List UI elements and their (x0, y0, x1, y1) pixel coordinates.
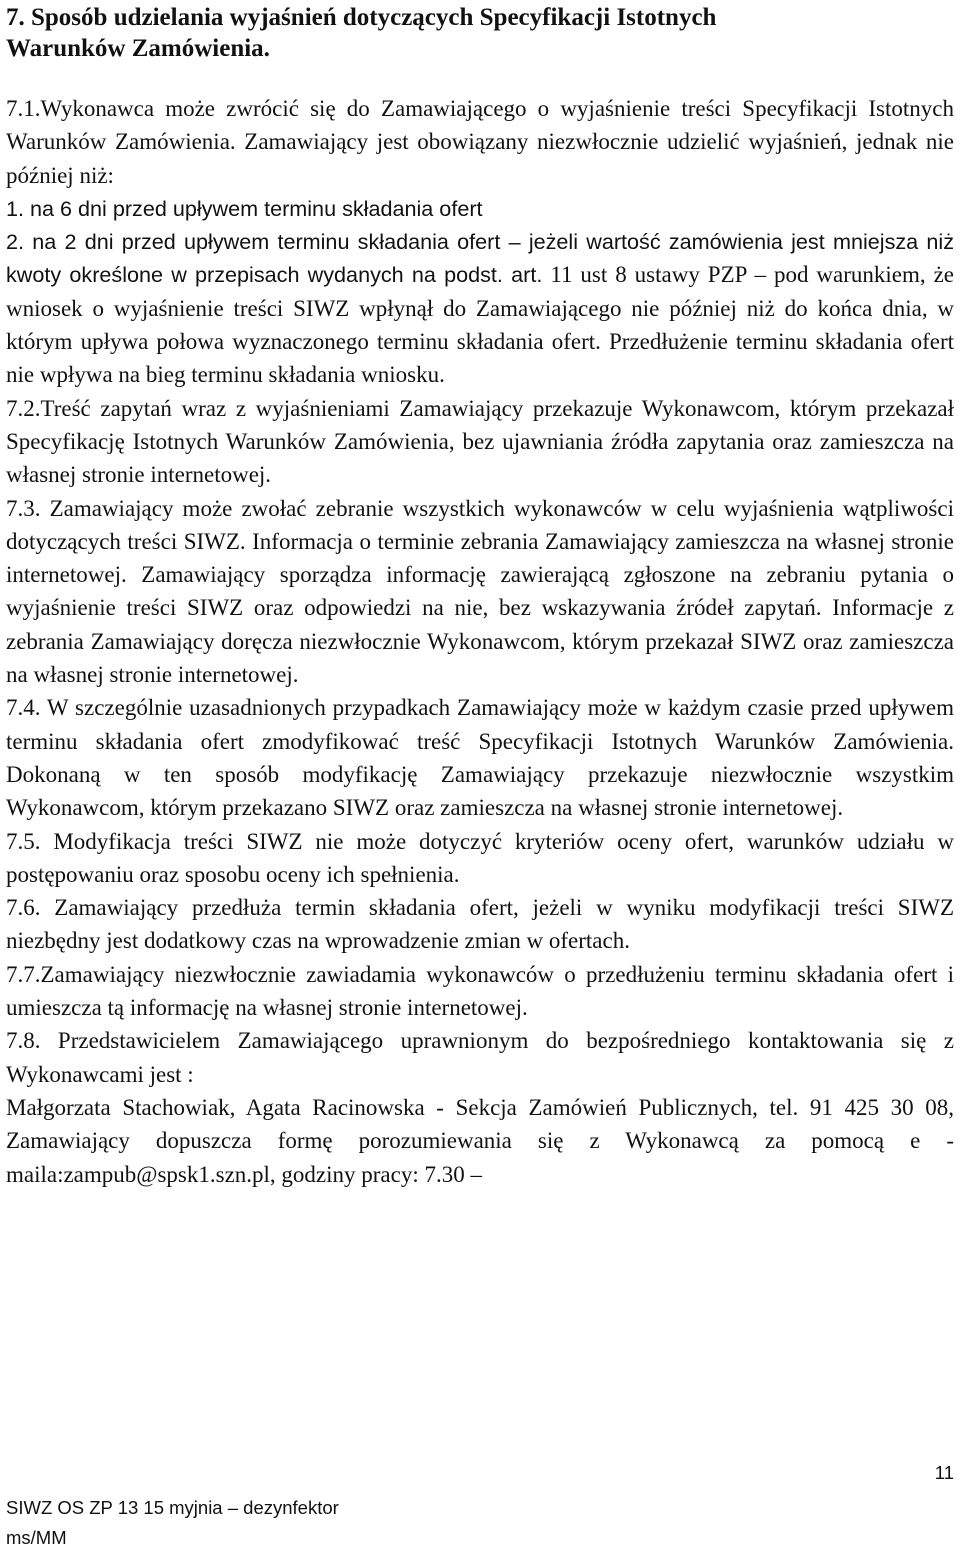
paragraph-7-1-item-2-cont: 11 ust 8 ustawy PZP – pod warunkiem, że wniosek o wyjaśnienie treści SIWZ wpłynął do Zamawiającego nie później niż do końca dnia, w którym upływa połowa wyznaczonego terminu składania ofert. (6, 262, 955, 355)
paragraph-7-8-contact: Małgorzata Stachowiak, Agata Racinowska - Sekcja Zamówień Publicznych, tel. 91 425 30 08, Zamawiający dopuszcza formę porozumiewania się z Wykonawcą za pomocą e -maila:zampub@spsk1.szn.pl, godziny pracy: 7.30 – (6, 1094, 954, 1187)
page-footer (6, 1493, 339, 1553)
heading-line-1: 7. Sposób udzielania wyjaśnień dotyczących Specyfikacji Istotnych (6, 4, 717, 31)
paragraph-7-1-item-2: 2. na 2 dni przed upływem terminu składania ofert – jeżeli wartość zamówienia jest mniejsza niż kwoty określone w przepisach wydanych na podst. art. 11 ust 8 ustawy PZP – pod warunkiem, że wniosek o wyjaśnienie treści SIWZ wpłynął do Zamawiającego nie później niż do końca dnia, w którym upływa połowa wyznaczonego terminu składania ofert. Przedłużenie terminu składania ofert nie wpływa na bieg terminu składania wniosku. (6, 229, 955, 388)
section-heading (6, 0, 954, 64)
paragraph-7-5: 7.5. Modyfikacja treści SIWZ nie może dotyczyć kryteriów oceny ofert, warunków udziału w postępowaniu oraz sposobu oceny ich spełnienia. (6, 828, 954, 887)
paragraph-7-2: 7.2.Treść zapytań wraz z wyjaśnieniami Zamawiający przekazuje Wykonawcom, którym przekazał Specyfikację Istotnych Warunków Zamówienia, bez ujawniania źródła zapytania oraz zamieszcza na własnej stronie internetowej. (6, 395, 954, 488)
paragraph-7-6: 7.6. Zamawiający przedłuża termin składania ofert, jeżeli w wyniku modyfikacji treści SIWZ niezbędny jest dodatkowy czas na wprowadzenie zmian w ofertach. (6, 895, 954, 954)
paragraph-7-7: 7.7.Zamawiający niezwłocznie zawiadamia wykonawców o przedłużeniu terminu składania ofert i umieszcza tą informację na własnej stronie internetowej. (6, 961, 954, 1021)
page-number: 11 (934, 1462, 954, 1483)
paragraph-7-1-intro: 7.1.Wykonawca może zwrócić się do Zamawiającego o wyjaśnienie treści Specyfikacji Istotnych Warunków Zamówienia. Zamawiający jest obowiązany niezwłocznie udzielić wyjaśnień, jednak nie później niż: (6, 96, 954, 188)
footer-line-2: ms/MM (6, 1527, 67, 1548)
footer-line-1: SIWZ OS ZP 13 15 myjnia – dezynfektor (6, 1497, 339, 1518)
paragraph-7-3: 7.3. Zamawiający może zwołać zebranie wszystkich wykonawców w celu wyjaśnienia wątpliwości dotyczących treści SIWZ. Informacja o terminie zebrania Zamawiający zamieszcza na własnej stronie internetowej. Zamawiający sporządza informację zawierającą zgłoszone na zebraniu pytania o wyjaśnienie treści SIWZ oraz odpowiedzi na nie, bez wskazywania źródeł zapytań. Informacje z zebrania Zamawiający doręcza niezwłocznie Wykonawcom, którym przekazał SIWZ oraz zamieszcza na własnej stronie internetowej. (6, 495, 954, 688)
document-page (6, 0, 954, 1191)
document-body (6, 92, 954, 1191)
paragraph-7-4: 7.4. W szczególnie uzasadnionych przypadkach Zamawiający może w każdym czasie przed upływem terminu składania ofert zmodyfikować treść Specyfikacji Istotnych Warunków Zamówienia. Dokonaną w ten sposób modyfikację Zamawiający przekazuje niezwłocznie wszystkim Wykonawcom, którym przekazano SIWZ oraz zamieszcza na własnej stronie internetowej. (6, 695, 954, 821)
paragraph-7-1-item-1: 1. na 6 dni przed upływem terminu składania ofert (6, 195, 483, 221)
heading-line-2: Warunków Zamówienia. (6, 35, 270, 62)
paragraph-7-8: 7.8. Przedstawicielem Zamawiającego uprawnionym do bezpośredniego kontaktowania się z Wykonawcami jest : (6, 1028, 954, 1087)
paragraph-7-1-extension: Przedłużenie terminu składania ofert nie wpływa na bieg terminu składania wniosku. (6, 329, 954, 388)
